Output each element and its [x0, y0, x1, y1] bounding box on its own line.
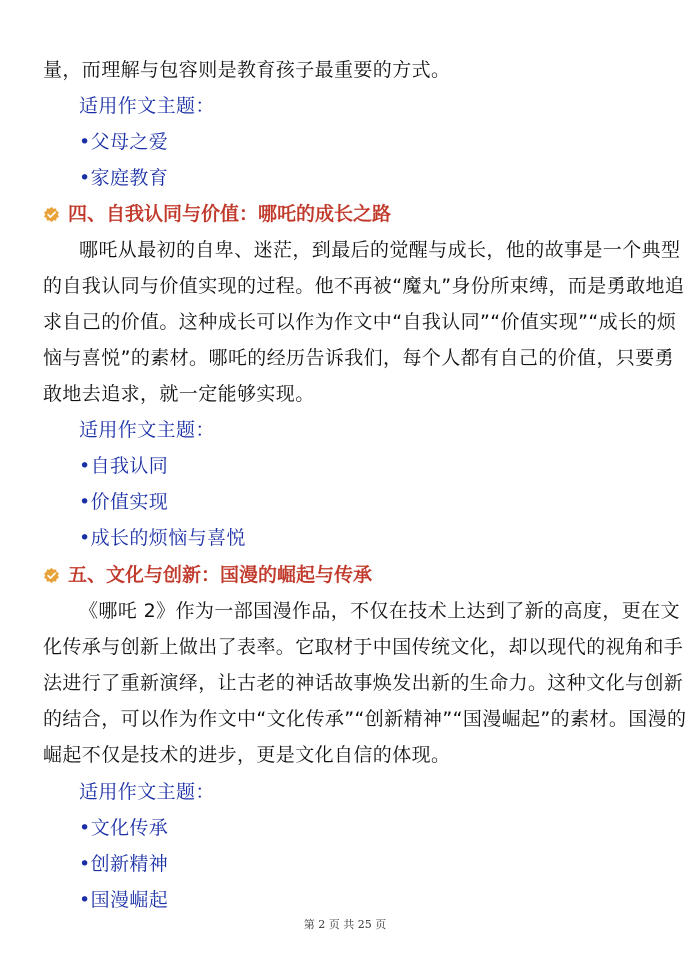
section5-paragraph-line: 崛起不仅是技术的进步，更是文化自信的体现。	[43, 744, 451, 766]
section5-paragraph-line: 法进行了重新演绎，让古老的神话故事焕发出新的生命力。这种文化与创新	[43, 672, 684, 694]
theme-item: •创新精神	[79, 853, 169, 875]
section4-heading	[43, 202, 391, 226]
section5-heading-text: 五、文化与创新：国漫的崛起与传承	[68, 564, 373, 586]
theme-item: •父母之爱	[79, 131, 169, 153]
page-number-footer: 第 2 页 共 25 页	[303, 918, 387, 931]
section4-paragraph-line: 求自己的价值。这种成长可以作为作文中“自我认同”“价值实现”“成长的烦	[43, 311, 677, 333]
theme-item: •国漫崛起	[79, 889, 169, 911]
theme-item: •价值实现	[79, 491, 169, 513]
theme-item: •自我认同	[79, 455, 169, 477]
theme-item: •文化传承	[79, 817, 169, 839]
section4-paragraph-line: 敢地去追求，就一定能够实现。	[43, 383, 315, 405]
theme-item: •成长的烦恼与喜悦	[79, 527, 246, 549]
section5-paragraph-line: 的结合，可以作为作文中“文化传承”“创新精神”“国漫崛起”的素材。国漫的	[43, 708, 687, 730]
check-badge-icon	[43, 206, 60, 223]
section4-paragraph-line: 哪吒从最初的自卑、迷茫，到最后的觉醒与成长，他的故事是一个典型	[79, 239, 681, 261]
intro-tail-text: 量，而理解与包容则是教育孩子最重要的方式。	[43, 59, 451, 81]
section4-heading-text: 四、自我认同与价值：哪吒的成长之路	[68, 203, 392, 225]
section5-paragraph-line: 化传承与创新上做出了表率。它取材于中国传统文化，却以现代的视角和手	[43, 636, 684, 658]
section3-themes-label: 适用作文主题：	[79, 95, 215, 117]
section5-paragraph-line: 《哪吒 2》作为一部国漫作品，不仅在技术上达到了新的高度，更在文	[79, 600, 680, 622]
section4-themes-label: 适用作文主题：	[79, 419, 215, 441]
check-badge-icon	[43, 567, 60, 584]
section4-paragraph-line: 恼与喜悦”的素材。哪吒的经历告诉我们，每个人都有自己的价值，只要勇	[43, 347, 675, 369]
theme-item: •家庭教育	[79, 167, 169, 189]
section5-heading	[43, 563, 372, 587]
section4-paragraph-line: 的自我认同与价值实现的过程。他不再被“魔丸”身份所束缚，而是勇敢地追	[43, 275, 685, 297]
section5-themes-label: 适用作文主题：	[79, 781, 215, 803]
